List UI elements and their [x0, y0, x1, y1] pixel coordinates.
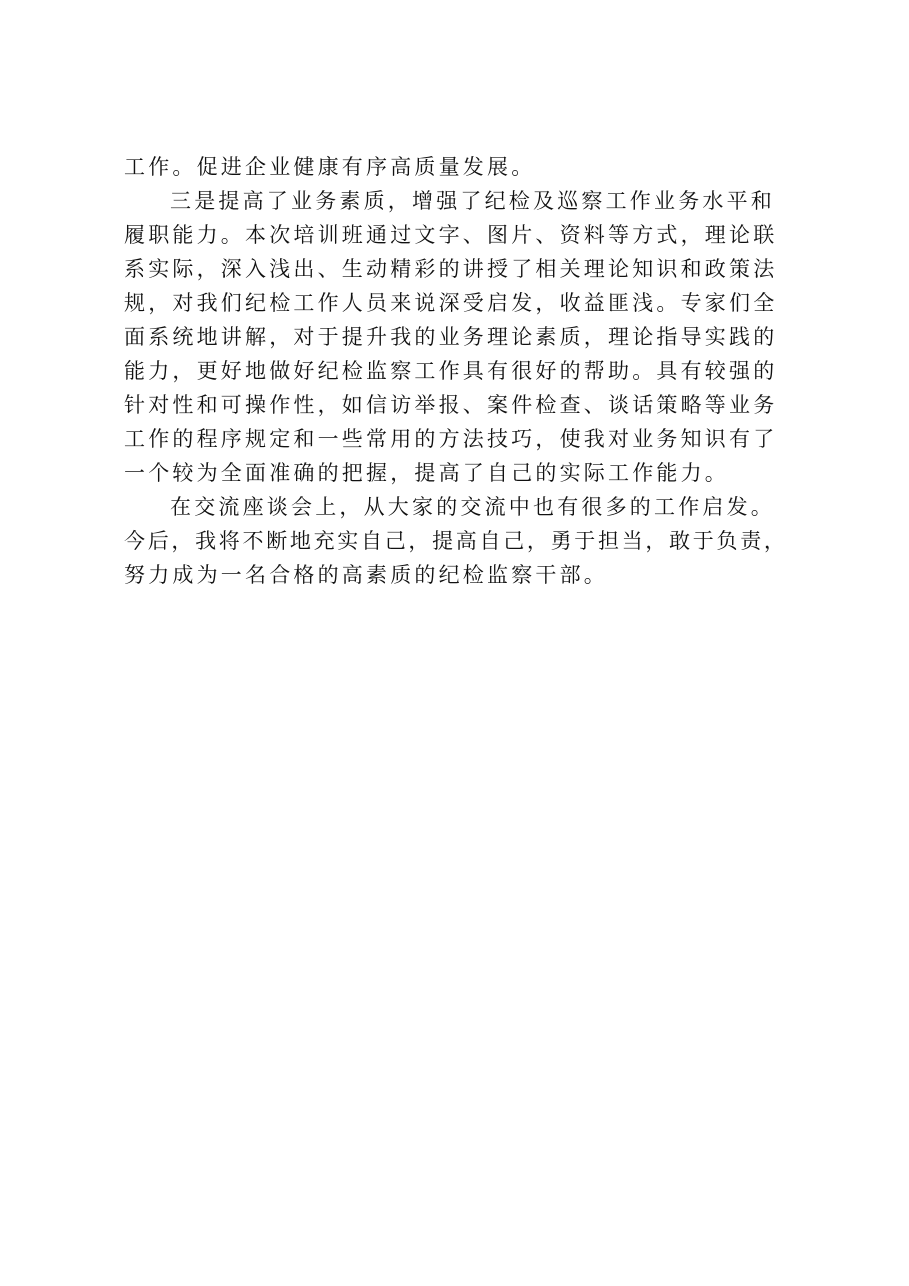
text-line: 工作的程序规定和一些常用的方法技巧，使我对业务知识有了: [124, 427, 778, 451]
text-line: 今后，我将不断地充实自己，提高自己，勇于担当，敢于负责，: [124, 529, 788, 553]
text-line: 针对性和可操作性，如信访举报、案件检查、谈话策略等业务: [124, 393, 778, 417]
text-line: 一个较为全面准确的把握，提高了自己的实际工作能力。: [124, 461, 729, 485]
text-line: 面系统地讲解，对于提升我的业务理论素质，理论指导实践的: [124, 325, 778, 349]
paragraph-start-line: 在交流座谈会上，从大家的交流中也有很多的工作启发。: [170, 495, 775, 519]
paragraph-start-line: 三是提高了业务素质，增强了纪检及巡察工作业务水平和: [170, 189, 775, 213]
text-line: 能力，更好地做好纪检监察工作具有很好的帮助。具有较强的: [124, 359, 778, 383]
text-line: 努力成为一名合格的高素质的纪检监察干部。: [124, 563, 608, 587]
text-line: 规，对我们纪检工作人员来说深受启发，收益匪浅。专家们全: [124, 291, 778, 315]
text-line: 履职能力。本次培训班通过文字、图片、资料等方式，理论联: [124, 223, 778, 247]
text-line: 工作。促进企业健康有序高质量发展。: [124, 155, 536, 179]
document-body: [124, 150, 804, 592]
text-line: 系实际，深入浅出、生动精彩的讲授了相关理论知识和政策法: [124, 257, 778, 281]
